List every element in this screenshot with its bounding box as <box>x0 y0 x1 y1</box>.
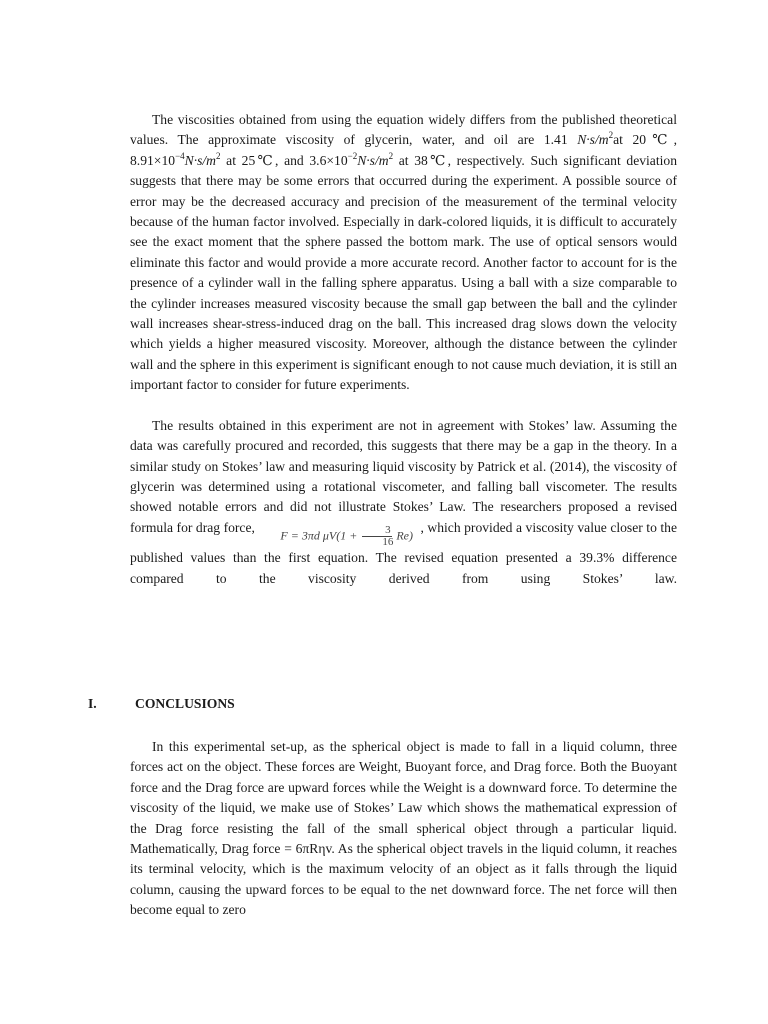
body-text-lower <box>130 737 677 921</box>
paragraph-stokes-law <box>130 416 677 590</box>
formula-left: F = 3πd μV(1 + <box>280 528 361 543</box>
section-number: I. <box>88 696 97 711</box>
exponent-water: −4 <box>175 150 185 161</box>
unit-exponent: 2 <box>608 130 614 141</box>
text-run: The results obtained in this experiment are not in agreement with Stokes’ law. Assuming the data was carefully procured and recorded, this suggests that there may be a gap in the theory. In a similar study on Stokes’ law and measuring liquid viscosity by Patrick et al. (2014), the viscosity of glycerin was determined using a rotational viscometer, and falling ball viscometer. The results showed notable errors and did not illustrate Stokes’ Law. The researchers proposed a revised formula for drag force, <box>130 417 677 535</box>
exponent-oil: −2 <box>347 150 358 161</box>
unit-oil: N·s/m <box>357 152 389 168</box>
text-run: at 25℃, and 3.6×10 <box>220 152 348 168</box>
text-run: at 20℃, 8.91×10 <box>130 132 677 168</box>
fraction-numerator: 3 <box>362 525 392 537</box>
unit-exponent: 2 <box>388 150 394 161</box>
paragraph-conclusions: In this experimental set-up, as the spherical object is made to fall in a liquid column, three forces act on the object. These forces are Weight, Buoyant force, and Drag force. Both the Buoyant force and the Drag force are upward forces while the Weight is a downward force. To determine the viscosity of the liquid, we make use of Stokes’ Law which shows the mathematical expression of the Drag force resisting the fall of the small spherical object through a particular liquid. Mathematically, Drag force = 6πRηv. As the spherical object travels in the liquid column, it reaches its terminal velocity, which is the maximum velocity of an object as it falls through the liquid column, causing the upward forces to be equal to the net downward force. The net force will then become equal to zero <box>130 739 677 918</box>
formula-fraction <box>360 525 393 548</box>
drag-force-formula <box>258 525 413 548</box>
unit-exponent: 2 <box>216 150 221 161</box>
body-text-upper <box>130 110 677 589</box>
unit-glycerin: N·s/m <box>577 132 609 148</box>
paragraph-viscosity-discussion <box>130 110 677 396</box>
text-run: , which provided a viscosity value closer to the published values than the first equation. The revised equation presented a 39.3% difference compared to the viscosity derived from using Stokes’ law. <box>130 519 677 586</box>
fraction-denominator: 16 <box>382 536 394 549</box>
formula-right: Re) <box>393 528 413 543</box>
section-title: CONCLUSIONS <box>135 696 235 711</box>
text-run: at 38℃, respectively. Such significant deviation suggests that there may be some errors that occurred during the experiment. A possible source of error may be the decreased accuracy and precision of the measurement of the terminal velocity because of the human factor involved. Especially in dark-colored liquids, it is difficult to accurately see the exact moment that the sphere passed the bottom mark. The use of optical sensors would eliminate this factor and would provide a more accurate record. Another factor to account for is the presence of a cylinder wall in the falling sphere apparatus. Using a ball with a size comparable to the cylinder increases measured viscosity because the small gap between the ball and the cylinder wall increases shear-stress-induced drag on the ball. This increased drag slows down the velocity which yields a higher measured viscosity. Moreover, although the distance between the cylinder wall and the sphere in this experiment is significant enough to not cause much deviation, it is still an important factor to consider for future experiments. <box>130 152 677 393</box>
unit-water: N·s/m <box>184 152 216 168</box>
text-run: The viscosities obtained from using the equation widely differs from the published theoretical values. The approximate viscosity of glycerin, water, and oil are 1.41 <box>130 112 677 148</box>
